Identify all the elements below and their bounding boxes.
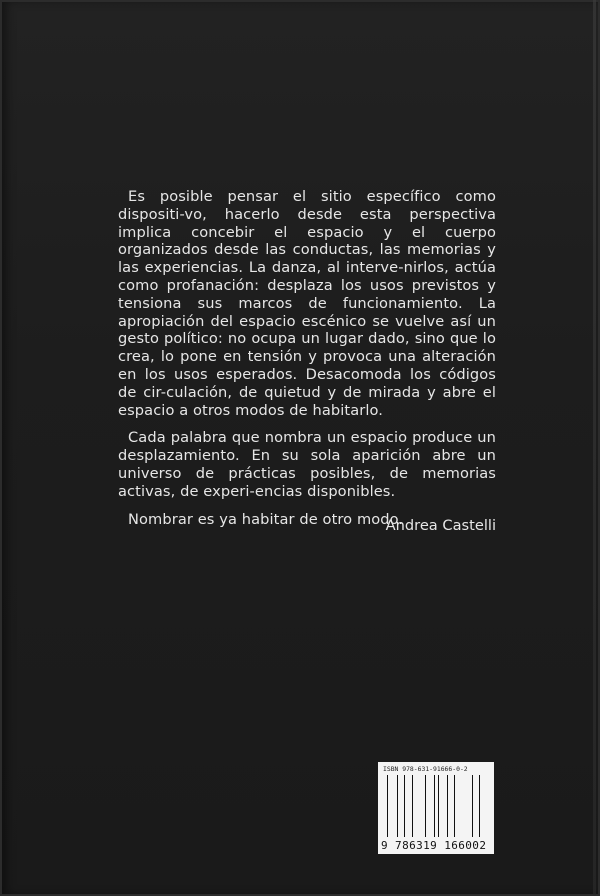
blurb-paragraph-2: Cada palabra que nombra un espacio produce un desplazamiento. En su sola aparición abre un universo de prácticas posibles, de memorias activas, de experi-encias disponibles. (118, 429, 496, 500)
isbn-label: ISBN 978-631-91666-0-2 (383, 765, 468, 773)
barcode-bars (384, 775, 488, 837)
author-name: Andrea Castelli (385, 517, 496, 534)
blurb-paragraph-3: Nombrar es ya habitar de otro modo. (128, 510, 404, 528)
isbn-barcode (378, 762, 494, 854)
back-cover-blurb (118, 188, 496, 538)
blurb-paragraph-1: Es posible pensar el sitio específico como dispositi-vo, hacerlo desde esta perspectiva implica concebir el espacio y el cuerpo organizados desde las conductas, las memorias y las experiencias. La danza, al interve-nirlos, actúa como profanación: desplaza los usos previstos y tensiona sus marcos de funcionamiento. La apropiación del espacio escénico se vuelve así un gesto político: no ocupa un lugar dado, sino que lo crea, lo pone en tensión y provoca una alteración en los usos esperados. Desacomoda los códigos de cir-culación, de quietud y de mirada y abre el espacio a otros modos de habitarlo. (118, 188, 496, 419)
barcode-digits: 9 786319 166002 (381, 839, 487, 852)
